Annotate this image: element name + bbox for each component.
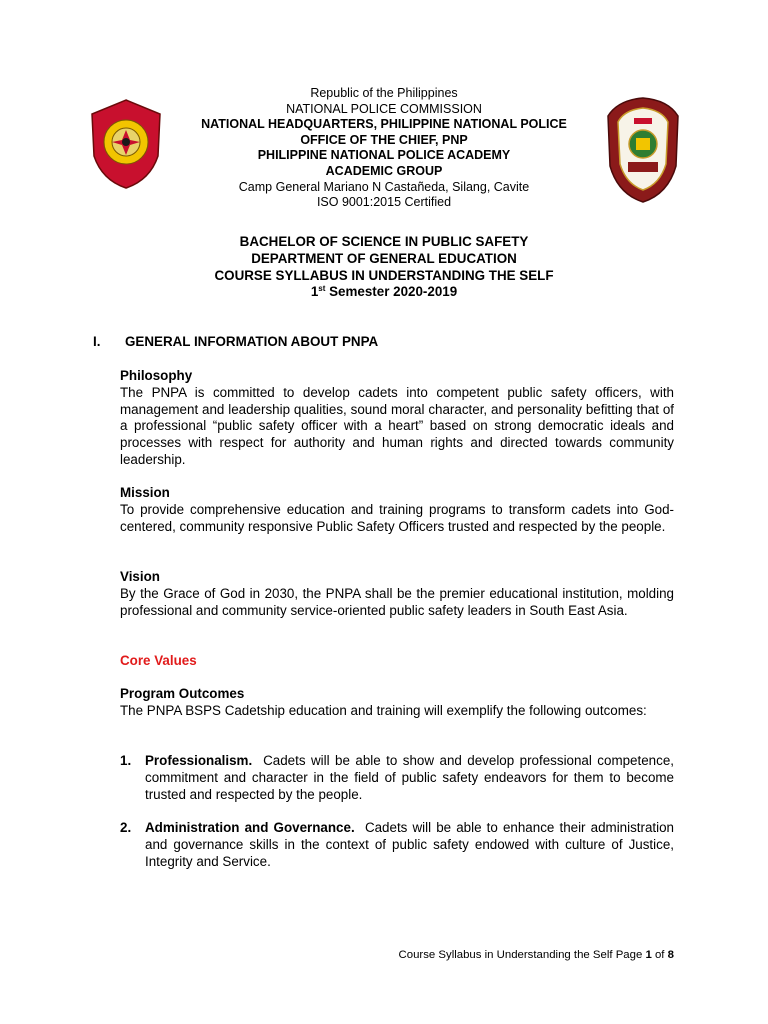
list-item	[120, 820, 674, 870]
footer-page-number: 1	[645, 949, 652, 961]
philosophy-text: The PNPA is committed to develop cadets into competent public safety officers, with management and leadership qualities, sound moral character, and personality befitting that of a professional “public safety officer with a heart” based on strong democratic ideals and processes with respect for authority and human rights and directed towards community leadership.	[120, 384, 674, 467]
section-title: GENERAL INFORMATION ABOUT PNPA	[125, 334, 379, 349]
list-item-lead: Administration and Governance.	[145, 820, 355, 835]
list-item-lead: Professionalism.	[145, 753, 253, 768]
semester-suffix: st	[318, 284, 326, 294]
letterhead-line-ocpnp: OFFICE OF THE CHIEF, PNP	[300, 132, 468, 147]
vision-block	[120, 569, 674, 619]
mission-heading: Mission	[120, 485, 170, 500]
philosophy-block	[120, 368, 674, 469]
list-item-number: 2.	[120, 820, 132, 835]
document-title	[120, 234, 648, 301]
pnpa-seal-icon	[606, 96, 680, 204]
list-item-body	[145, 753, 674, 803]
letterhead-line-iso: ISO 9001:2015 Certified	[316, 195, 452, 210]
vision-heading: Vision	[120, 569, 160, 584]
letterhead-line-napolcom: NATIONAL POLICE COMMISSION	[286, 101, 482, 116]
letterhead	[170, 86, 598, 211]
letterhead-line-address: Camp General Mariano N Castañeda, Silang, Cavite	[238, 179, 530, 194]
core-values-block	[120, 653, 674, 670]
program-outcomes-block	[120, 686, 674, 720]
list-item-body	[145, 820, 674, 870]
core-values-heading: Core Values	[120, 653, 197, 668]
mission-block	[120, 485, 674, 535]
letterhead-line-republic: Republic of the Philippines	[310, 86, 458, 100]
footer-label: Course Syllabus in Understanding the Self Page	[398, 949, 646, 961]
section-heading	[93, 334, 378, 349]
semester-text: Semester 2020-2019	[325, 284, 458, 300]
title-semester	[120, 284, 648, 301]
letterhead-line-nhq: NATIONAL HEADQUARTERS, PHILIPPINE NATIONAL POLICE	[201, 117, 567, 132]
vision-text: By the Grace of God in 2030, the PNPA shall be the premier educational institution, molding professional and community service-oriented public safety leaders in South East Asia.	[120, 585, 674, 618]
semester-number: 1	[310, 284, 319, 300]
program-outcomes-intro: The PNPA BSPS Cadetship education and training will exemplify the following outcomes:	[120, 702, 647, 718]
footer-page-total: 8	[667, 949, 674, 961]
program-outcomes-heading: Program Outcomes	[120, 686, 245, 701]
title-program: BACHELOR OF SCIENCE IN PUBLIC SAFETY	[239, 234, 529, 249]
footer-of: of	[651, 949, 668, 961]
list-item	[120, 753, 674, 803]
mission-text: To provide comprehensive education and training programs to transform cadets into God-centered, community responsive Public Safety Officers trusted and respected by the people.	[120, 501, 674, 534]
letterhead-line-academic-group: ACADEMIC GROUP	[325, 163, 443, 178]
list-item-text: Cadets will be able to enhance their administration and governance skills in the context of public safety endowed with culture of Justice, Integrity and Service.	[145, 820, 675, 869]
title-course: COURSE SYLLABUS IN UNDERSTANDING THE SELF	[214, 267, 554, 283]
list-item-text: Cadets will be able to show and develop professional competence, commitment and character in the field of public safety endeavors for them to become trusted and respected by the people.	[145, 753, 674, 802]
title-department: DEPARTMENT OF GENERAL EDUCATION	[251, 250, 517, 266]
list-item-number: 1.	[120, 753, 132, 768]
philosophy-heading: Philosophy	[120, 368, 193, 383]
page-footer	[399, 949, 674, 961]
pnp-seal-icon	[90, 98, 162, 190]
letterhead-line-pnpa: PHILIPPINE NATIONAL POLICE ACADEMY	[257, 148, 511, 163]
section-number: I.	[93, 334, 101, 349]
